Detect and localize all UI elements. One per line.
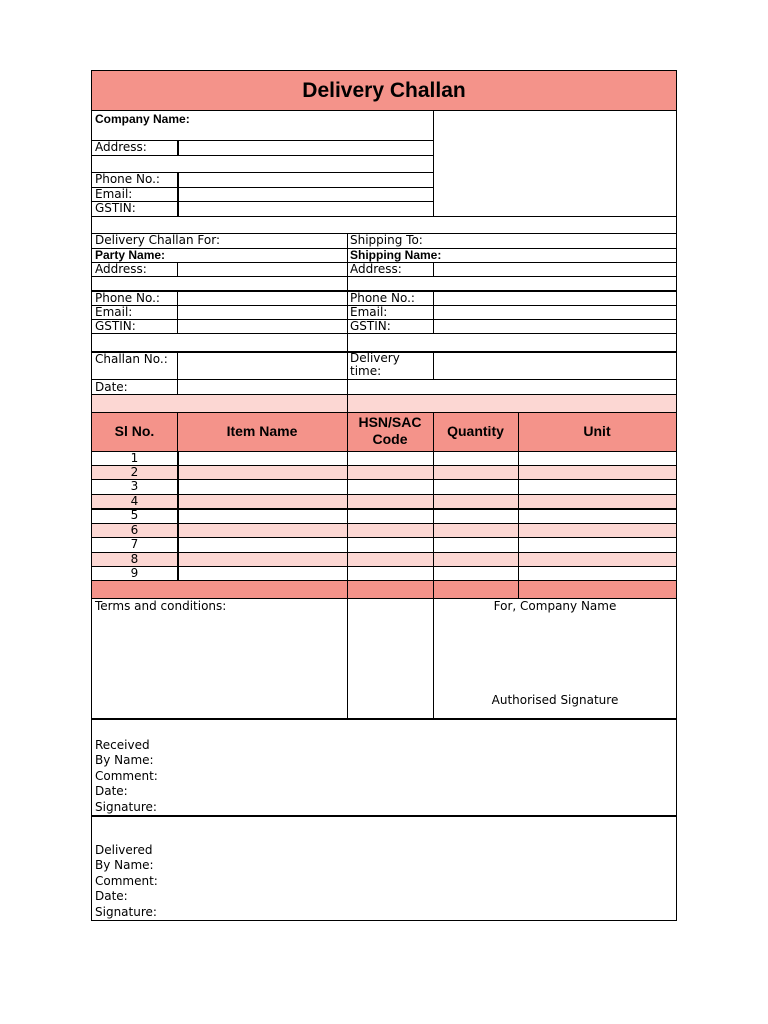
rule <box>177 290 178 333</box>
table-header-item-name: Item Name <box>226 423 298 439</box>
table-header-sl-no: Sl No. <box>114 423 155 439</box>
table-header-quantity: Quantity <box>447 423 504 439</box>
rule <box>177 262 178 276</box>
rule <box>92 333 676 334</box>
table-row-number: 8 <box>130 552 139 566</box>
party-gstin-label: GSTIN: <box>95 319 136 333</box>
party-phone-label: Phone No.: <box>95 291 160 305</box>
table-row-number: 3 <box>130 479 139 493</box>
rule <box>92 815 676 817</box>
table-row-number: 9 <box>130 566 139 580</box>
rule <box>92 155 433 156</box>
rule <box>92 479 676 480</box>
rule <box>92 379 676 380</box>
shipping-name-label: Shipping Name: <box>350 248 442 262</box>
rule <box>433 412 434 718</box>
rule <box>177 172 179 216</box>
rule <box>177 451 179 580</box>
shipping-gstin-label: GSTIN: <box>350 319 391 333</box>
challan-for-heading: Delivery Challan For: <box>95 233 220 247</box>
table-row-number: 2 <box>130 465 139 479</box>
company-address-label: Address: <box>95 140 147 154</box>
party-address-label: Address: <box>95 262 147 276</box>
shipping-address-label: Address: <box>350 262 402 276</box>
party-email-label: Email: <box>95 305 133 319</box>
challan-date-label: Date: <box>95 380 128 394</box>
rule <box>92 508 676 510</box>
company-name-label: Company Name: <box>95 112 190 126</box>
table-row-number: 1 <box>130 451 139 465</box>
received-comment-label: Comment: <box>95 769 158 783</box>
authorised-signature-label: Authorised Signature <box>491 693 619 707</box>
page-title: Delivery Challan <box>302 79 466 102</box>
rule <box>92 552 676 553</box>
rule <box>92 412 676 413</box>
rule <box>92 394 676 395</box>
rule <box>433 290 434 333</box>
company-gstin-label: GSTIN: <box>95 201 136 215</box>
rule <box>92 187 433 188</box>
company-email-label: Email: <box>95 187 133 201</box>
row-band-6 <box>92 523 676 537</box>
rule <box>92 216 676 217</box>
table-row-number: 7 <box>130 537 139 551</box>
table-header-hsn-sac-code: HSN/SAC Code <box>358 414 422 447</box>
shipping-heading: Shipping To: <box>350 233 423 247</box>
rule <box>92 276 676 277</box>
rule <box>433 262 434 276</box>
row-band-4 <box>92 494 676 508</box>
rule <box>92 580 676 581</box>
rule <box>92 110 676 111</box>
received-heading: Received <box>95 738 150 752</box>
row-band-8 <box>92 552 676 566</box>
shipping-phone-label: Phone No.: <box>350 291 415 305</box>
delivery-challan-form <box>91 70 677 921</box>
table-header-unit: Unit <box>583 423 611 439</box>
received-by-name-label: By Name: <box>95 753 154 767</box>
rule <box>92 451 676 452</box>
rule <box>92 566 676 567</box>
rule <box>92 494 676 495</box>
received-date-label: Date: <box>95 784 128 798</box>
rule <box>177 140 179 155</box>
delivered-heading: Delivered <box>95 843 153 857</box>
table-row-number: 4 <box>130 494 139 508</box>
challan-number-label: Challan No.: <box>95 352 168 366</box>
for-company-name: For, Company Name <box>493 599 617 613</box>
separator-band <box>92 394 676 412</box>
rule <box>92 465 676 466</box>
table-row-number: 6 <box>130 523 139 537</box>
row-band-2 <box>92 465 676 479</box>
rule <box>92 523 676 524</box>
delivered-comment-label: Comment: <box>95 874 158 888</box>
shipping-email-label: Email: <box>350 305 388 319</box>
table-row-number: 5 <box>130 508 139 522</box>
rule <box>92 537 676 538</box>
delivered-date-label: Date: <box>95 889 128 903</box>
company-phone-label: Phone No.: <box>95 172 160 186</box>
rule <box>433 110 434 216</box>
party-name-label: Party Name: <box>95 248 166 262</box>
rule <box>347 233 348 718</box>
rule <box>92 201 433 202</box>
rule <box>177 351 178 394</box>
delivered-by-name-label: By Name: <box>95 858 154 872</box>
table-total-band <box>92 580 676 598</box>
delivered-signature-label: Signature: <box>95 905 157 919</box>
received-signature-label: Signature: <box>95 800 157 814</box>
rule <box>433 351 434 379</box>
rule <box>92 718 676 720</box>
delivery-time-label: Delivery time: <box>350 351 400 378</box>
terms-label: Terms and conditions: <box>95 599 227 613</box>
